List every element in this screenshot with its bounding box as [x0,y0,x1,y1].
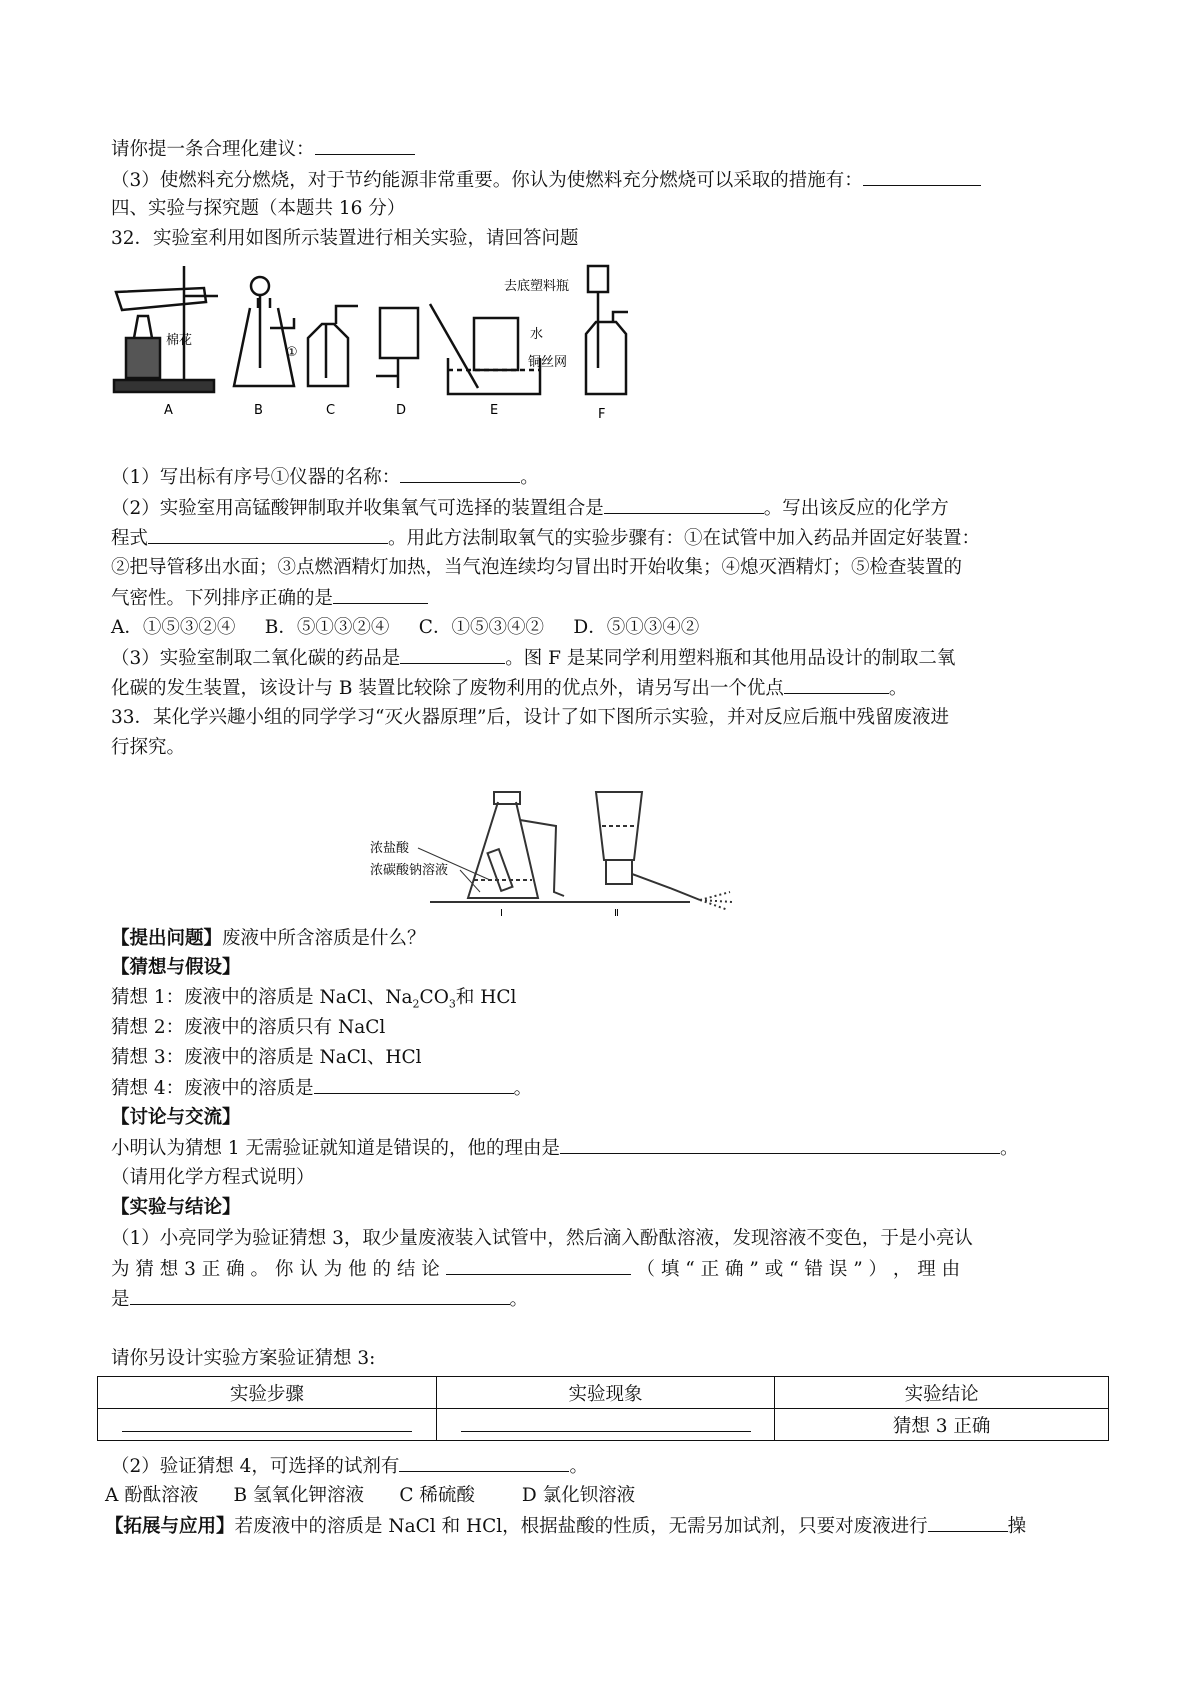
figure-label-i: Ⅰ [500,908,503,919]
option-d[interactable]: D．⑤①③④② [573,617,700,638]
answer-blank[interactable] [604,495,764,514]
answer-blank[interactable] [446,1256,631,1275]
q33-stem-line1: 33．某化学兴趣小组的同学学习“灭火器原理”后，设计了如下图所示实验，并对反应后瓶中残留废液进 [111,707,949,728]
figure-label-marker: ① [286,345,298,360]
answer-blank[interactable] [560,1135,1000,1154]
q32-part3-line1: （3）实验室制取二氧化碳的药品是 。图 F 是某同学利用塑料瓶和其他用品设计的制取二氧 [111,645,955,672]
apparatus-figure [108,258,628,448]
figure-label-cotton: 棉花 [166,333,193,348]
table-header: 实验步骤 [98,1377,437,1409]
figure-label-f: F [598,407,606,422]
hypothesis-1: 猜想 1：废液中的溶质是 NaCl、$Na_2CO_3$和 HCl [111,987,517,1011]
option-a[interactable]: A．①⑤③②④ [111,617,236,638]
figure-label-c: C [326,403,336,418]
conclusion-line2: 为 猜 想 3 正 确 。 你 认 为 他 的 结 论 （ 填 “ 正 确 ” 或 “ 错 误 ” ） ， 理 由 [111,1256,960,1283]
conclusion-line1: （1）小亮同学为验证猜想 3，取少量废液装入试管中，然后滴入酚酞溶液，发现溶液不变色，于是小亮认 [111,1228,973,1249]
table-header: 实验现象 [436,1377,775,1409]
extinguisher-figure [370,780,820,920]
q32-part2-line2: 程式 。用此方法制取氧气的实验步骤有：①在试管中加入药品并固定好装置： [111,525,980,552]
discussion-heading: 【讨论与交流】 [111,1107,241,1128]
figure-label-e: E [490,403,499,418]
table-header: 实验结论 [775,1377,1109,1409]
table-cell-conclusion: 猜想 3 正确 [775,1409,1109,1441]
figure-label-bottle: 去底塑料瓶 [504,279,570,294]
answer-blank[interactable] [399,1453,569,1472]
q33-stem-line2: 行探究。 [111,737,186,758]
part2-line: （2）验证猜想 4，可选择的试剂有 。 [111,1453,588,1480]
answer-blank[interactable] [461,1413,751,1432]
reagent-d[interactable]: D 氯化钡溶液 [521,1485,636,1506]
table-row [98,1409,1109,1441]
hypothesis-4: 猜想 4：废液中的溶质是 。 [111,1075,532,1102]
answer-blank[interactable] [315,136,415,155]
discussion-line1: 小明认为猜想 1 无需验证就知道是错误的，他的理由是 。 [111,1135,1019,1162]
extension-line: 【拓展与应用】若废液中的溶质是 NaCl 和 HCl，根据盐酸的性质，无需另加试剂，只要对废液进行 操 [105,1513,1026,1540]
conclusion-line3: 是 。 [111,1286,528,1313]
answer-blank[interactable] [400,645,505,664]
reagent-c[interactable]: C 稀硫酸 [399,1485,475,1506]
table-cell-phenomenon[interactable] [436,1409,775,1441]
hypothesis-3: 猜想 3：废液中的溶质是 NaCl、HCl [111,1047,422,1068]
figure-label-hcl: 浓盐酸 [370,841,410,856]
answer-blank[interactable] [148,525,388,544]
hypothesis-2: 猜想 2：废液中的溶质只有 NaCl [111,1017,386,1038]
answer-blank[interactable] [400,464,520,483]
q31-suggestion: 请你提一条合理化建议： [111,136,415,163]
q32-part2-line1: （2）实验室用高锰酸钾制取并收集氧气可选择的装置组合是 。写出该反应的化学方 [111,495,949,522]
design-prompt: 请你另设计实验方案验证猜想 3: [111,1348,376,1369]
table-cell-step[interactable] [98,1409,437,1441]
figure-label-a: A [164,403,173,418]
answer-blank[interactable] [333,585,428,604]
experiment-table [97,1376,1109,1441]
answer-blank[interactable] [928,1513,1008,1532]
q31-part3: （3）使燃料充分燃烧，对于节约能源非常重要。你认为使燃料充分燃烧可以采取的措施有： [111,167,981,194]
q32-part2-line3: ②把导管移出水面；③点燃酒精灯加热，当气泡连续均匀冒出时开始收集；④熄灭酒精灯；⑤检查装置的 [111,557,963,578]
section-title: 四、实验与探究题（本题共 16 分） [111,198,406,219]
figure-label-ii: Ⅱ [614,908,619,919]
figure-label-b: B [254,403,263,418]
reagent-b[interactable]: B 氢氧化钾溶液 [233,1485,365,1506]
figure-label-na2co3: 浓碳酸钠溶液 [370,863,449,878]
figure-label-d: D [396,403,407,418]
option-b[interactable]: B．⑤①③②④ [264,617,390,638]
q32-part3-line2: 化碳的发生装置，该设计与 B 装置比较除了废物利用的优点外，请另写出一个优点 。 [111,675,907,702]
question-heading: 【提出问题】废液中所含溶质是什么？ [111,928,426,949]
answer-blank[interactable] [130,1286,510,1305]
answer-blank[interactable] [863,167,981,186]
q32-options [111,615,699,641]
figure-label-water: 水 [530,327,544,342]
reagent-options [105,1483,635,1509]
answer-blank[interactable] [784,675,889,694]
hypothesis-heading: 【猜想与假设】 [111,957,241,978]
q32-stem: 32．实验室利用如图所示装置进行相关实验，请回答问题 [111,228,579,249]
q32-part2-line4: 气密性。下列排序正确的是 [111,585,428,612]
discussion-line2: （请用化学方程式说明） [111,1167,315,1188]
table-header-row [98,1377,1109,1409]
q32-part1: （1）写出标有序号①仪器的名称： 。 [111,464,539,491]
option-c[interactable]: C．①⑤③④② [418,617,544,638]
reagent-a[interactable]: A 酚酞溶液 [105,1485,199,1506]
conclusion-heading: 【实验与结论】 [111,1197,241,1218]
answer-blank[interactable] [122,1413,412,1432]
figure-label-mesh: 铜丝网 [528,355,568,370]
answer-blank[interactable] [314,1075,514,1094]
